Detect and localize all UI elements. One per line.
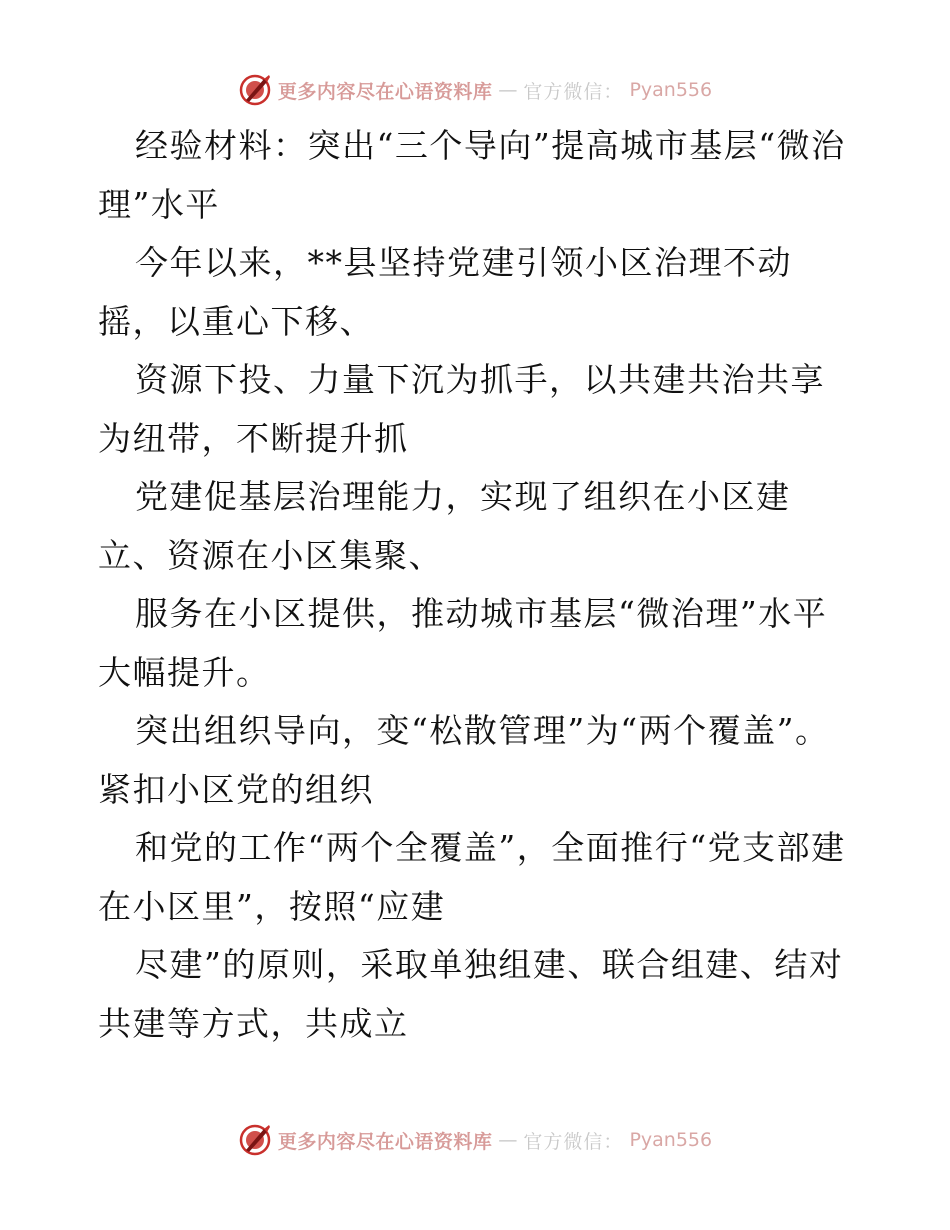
watermark-separator: — bbox=[498, 1129, 518, 1151]
quill-seal-icon bbox=[238, 1123, 272, 1157]
document-body bbox=[98, 117, 858, 1053]
watermark-separator: — bbox=[498, 79, 518, 101]
header-watermark bbox=[0, 70, 950, 110]
paragraph: 今年以来，**县坚持党建引领小区治理不动摇，以重心下移、 bbox=[98, 243, 792, 341]
document-title: 经验材料：突出“三个导向”提高城市基层“微治理”水平 bbox=[98, 126, 846, 224]
quill-seal-icon bbox=[238, 73, 272, 107]
footer-watermark bbox=[0, 1120, 950, 1160]
paragraph: 和党的工作“两个全覆盖”，全面推行“党支部建在小区里”，按照“应建 bbox=[98, 828, 846, 926]
paragraph: 服务在小区提供，推动城市基层“微治理”水平大幅提升。 bbox=[98, 594, 828, 692]
paragraph: 尽建”的原则，采取单独组建、联合组建、结对共建等方式，共成立 bbox=[98, 945, 844, 1043]
watermark-wechat-id: Pyan556 bbox=[629, 79, 713, 101]
paragraph: 党建促基层治理能力，实现了组织在小区建立、资源在小区集聚、 bbox=[98, 477, 791, 575]
paragraph: 突出组织导向，变“松散管理”为“两个覆盖”。紧扣小区党的组织 bbox=[98, 711, 830, 809]
paragraph: 资源下投、力量下沉为抓手，以共建共治共享为纽带，不断提升抓 bbox=[98, 360, 825, 458]
watermark-wechat-label: 官方微信： bbox=[523, 80, 624, 103]
watermark-wechat-label: 官方微信： bbox=[523, 1130, 624, 1153]
watermark-wechat-id: Pyan556 bbox=[629, 1129, 713, 1151]
watermark-main-text: 更多内容尽在心语资料库 bbox=[277, 80, 493, 103]
watermark-main-text: 更多内容尽在心语资料库 bbox=[277, 1130, 493, 1153]
